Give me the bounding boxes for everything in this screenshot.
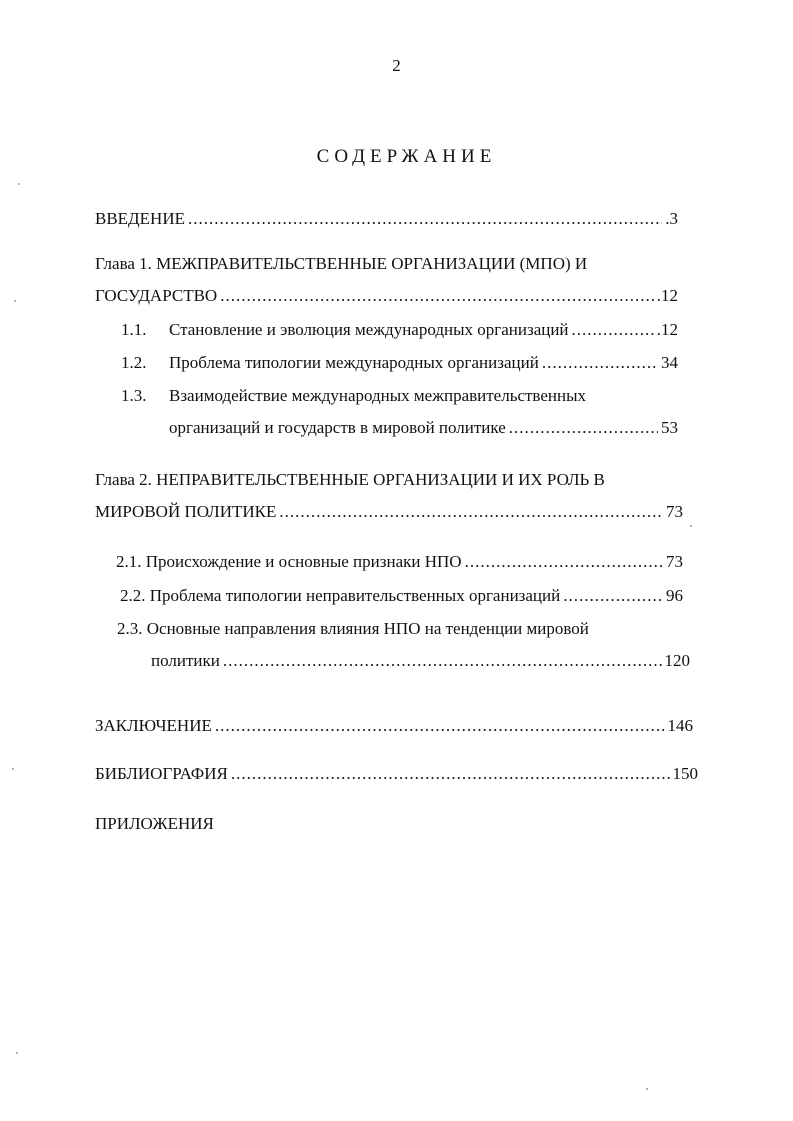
toc-entry-page: 53 bbox=[661, 418, 678, 437]
section-number: 1.2. bbox=[121, 353, 147, 372]
toc-entry-section-2-3[interactable] bbox=[151, 651, 690, 671]
dot-leader bbox=[572, 320, 654, 340]
chapter-1-title-line-2: ГОСУДАРСТВО bbox=[95, 286, 218, 305]
page-number: 2 bbox=[392, 56, 401, 75]
toc-entry-page: .3 bbox=[665, 209, 678, 228]
dot-leader bbox=[465, 552, 663, 572]
chapter-2-title-line-1: Глава 2. НЕПРАВИТЕЛЬСТВЕННЫЕ ОРГАНИЗАЦИИ И ИХ РОЛЬ В bbox=[95, 470, 605, 489]
toc-entry-label: ВВЕДЕНИЕ bbox=[95, 209, 185, 228]
section-title: Проблема типологии международных организаций bbox=[169, 353, 539, 372]
toc-entry-page: 73 bbox=[666, 552, 683, 571]
scan-speck bbox=[18, 183, 20, 185]
dot-leader bbox=[509, 418, 658, 438]
section-title-line-1: Взаимодействие международных межправительственных bbox=[169, 386, 587, 405]
toc-entry-section-1-2[interactable] bbox=[169, 353, 678, 373]
scan-speck bbox=[12, 768, 14, 770]
section-title-line-1: 2.3. Основные направления влияния НПО на тенденции мировой bbox=[117, 619, 589, 638]
scan-speck bbox=[646, 1088, 648, 1090]
section-number: 1.3. bbox=[121, 386, 147, 405]
section-title: 2.2. Проблема типологии неправительственных организаций bbox=[120, 586, 561, 605]
dot-leader bbox=[223, 651, 662, 671]
toc-entry-conclusion[interactable] bbox=[95, 716, 693, 736]
toc-heading: СОДЕРЖАНИЕ bbox=[316, 146, 497, 167]
toc-entry-section-2-1[interactable] bbox=[116, 552, 683, 572]
toc-entry-page: 73 bbox=[666, 502, 683, 521]
scan-speck bbox=[16, 1052, 18, 1054]
toc-entry-section-1-3[interactable] bbox=[169, 418, 678, 438]
toc-entry-section-1-1[interactable] bbox=[169, 320, 678, 340]
dot-leader bbox=[563, 586, 663, 606]
toc-entry-section-2-2[interactable] bbox=[120, 586, 683, 606]
section-title-line-2: организаций и государств в мировой политике bbox=[169, 418, 506, 437]
section-title: Становление и эволюция международных организаций bbox=[169, 320, 569, 339]
dot-leader bbox=[215, 716, 665, 736]
toc-entry-page: 146 bbox=[667, 716, 693, 735]
chapter-2-title-line-2: МИРОВОЙ ПОЛИТИКЕ bbox=[95, 502, 277, 521]
dot-leader bbox=[279, 502, 663, 522]
scan-speck bbox=[690, 525, 692, 527]
dot-leader bbox=[542, 353, 658, 373]
toc-entry-page: 96 bbox=[666, 586, 683, 605]
section-title: 2.1. Происхождение и основные признаки НПО bbox=[116, 552, 462, 571]
toc-entry-label: ЗАКЛЮЧЕНИЕ bbox=[95, 716, 212, 735]
toc-entry-label: БИБЛИОГРАФИЯ bbox=[95, 764, 228, 783]
toc-entry-bibliography[interactable] bbox=[95, 764, 698, 784]
toc-entry-page: .12 bbox=[656, 286, 678, 305]
toc-entry-page: .12 bbox=[656, 320, 678, 339]
chapter-1-title-line-1: Глава 1. МЕЖПРАВИТЕЛЬСТВЕННЫЕ ОРГАНИЗАЦИИ (МПО) И bbox=[95, 254, 588, 273]
toc-entry-page: 120 bbox=[664, 651, 690, 670]
scan-speck bbox=[14, 300, 16, 302]
toc-entry-appendices[interactable]: ПРИЛОЖЕНИЯ bbox=[95, 814, 214, 833]
dot-leader bbox=[231, 764, 670, 784]
section-number: 1.1. bbox=[121, 320, 147, 339]
dot-leader bbox=[220, 286, 654, 306]
toc-entry-page: 150 bbox=[672, 764, 698, 783]
toc-entry-page: 34 bbox=[661, 353, 678, 372]
dot-leader bbox=[188, 209, 662, 229]
toc-entry-chapter-1[interactable] bbox=[95, 286, 678, 306]
section-title-line-2: политики bbox=[151, 651, 220, 670]
toc-entry-chapter-2[interactable] bbox=[95, 502, 683, 522]
toc-entry-introduction[interactable] bbox=[95, 209, 678, 229]
